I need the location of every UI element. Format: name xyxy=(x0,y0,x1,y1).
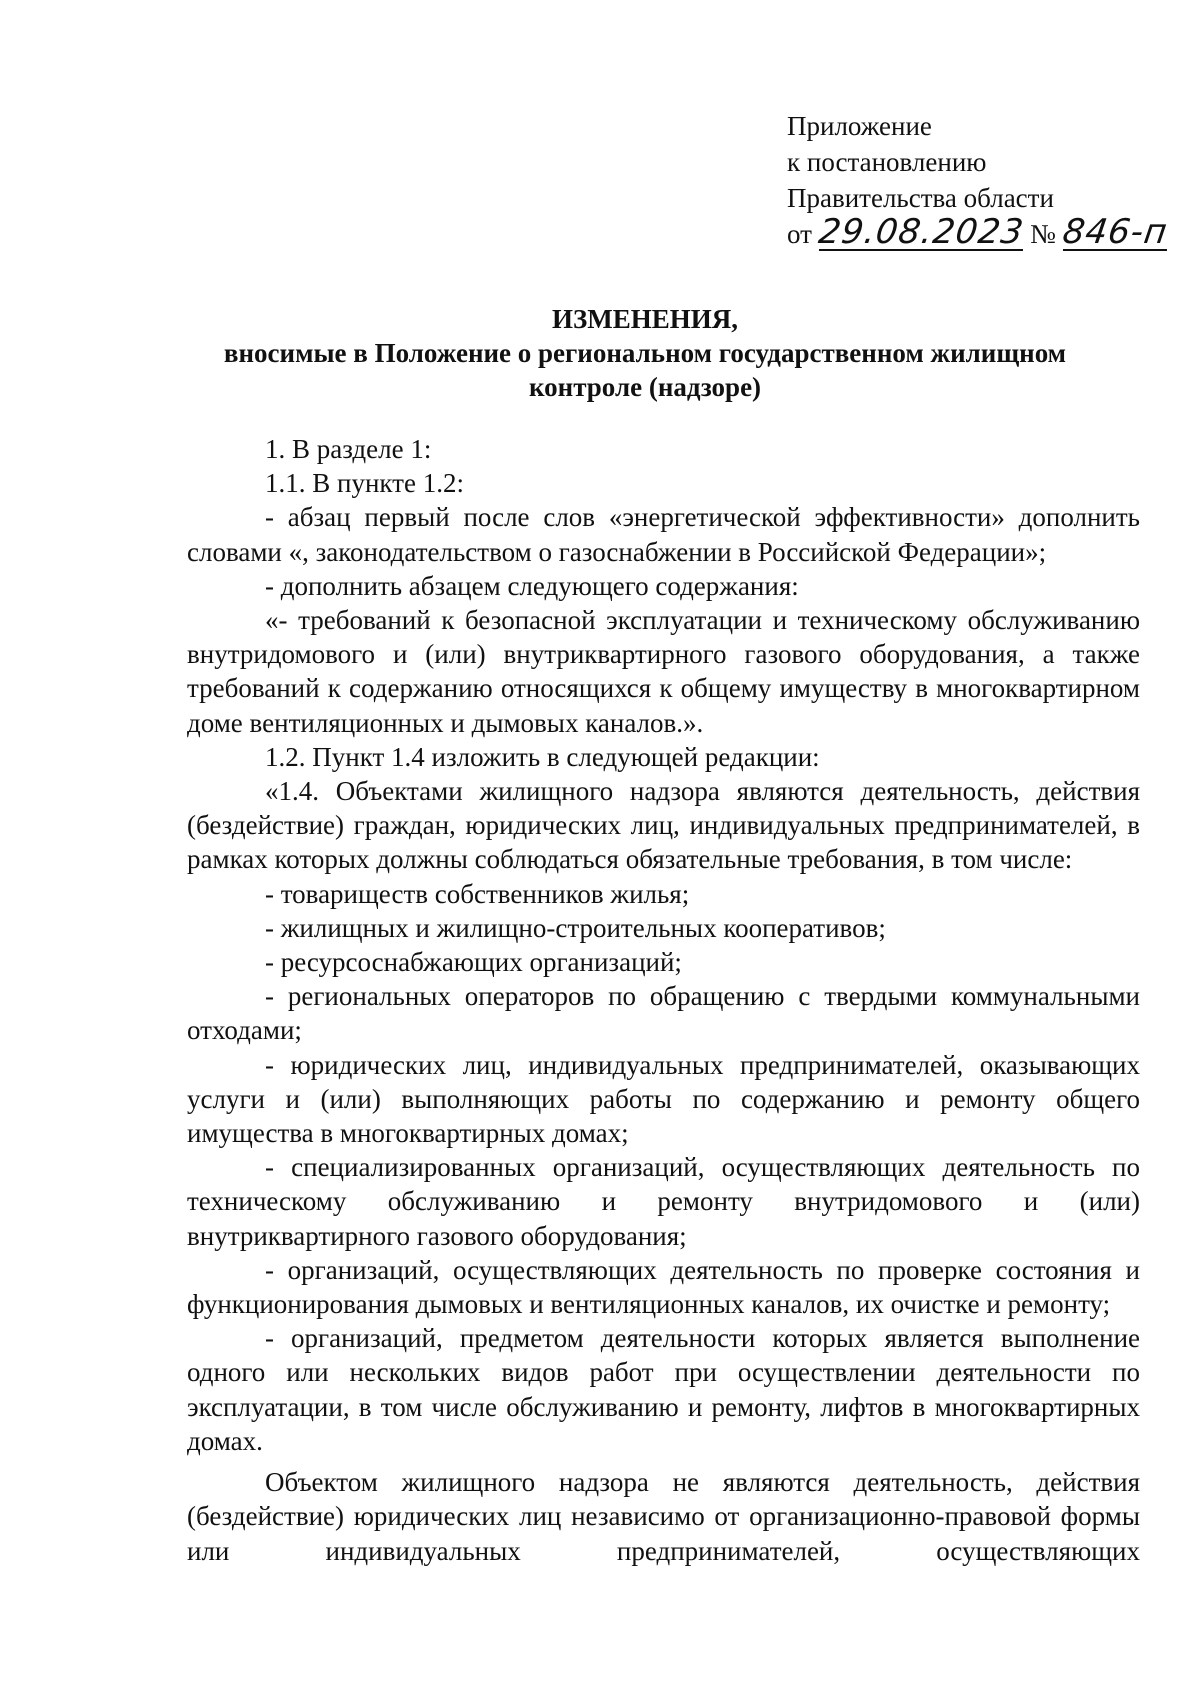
paragraph: - организаций, предметом деятельности которых является выполнение одного или нескольких видов работ при осуществлении деятельности по эксплуатации, в том числе обслуживанию и ремонту, лифтов в многоквартирных домах. xyxy=(187,1323,1140,1456)
appendix-line-1: Приложение xyxy=(787,111,932,141)
paragraph: - специализированных организаций, осуществляющих деятельность по техническому обслуживанию и ремонту внутридомового и (или) внутриквартирного газового оборудования; xyxy=(187,1152,1140,1251)
handwritten-number: 846-п xyxy=(1059,212,1170,252)
paragraph: «- требований к безопасной эксплуатации и техническому обслуживанию внутридомового и (или) внутриквартирного газового оборудования, а также требований к содержанию относящихся к общему имуществу в многоквартирном доме вентиляционных и дымовых каналов.». xyxy=(187,605,1140,738)
paragraph: - жилищных и жилищно-строительных кооперативов; xyxy=(265,912,886,943)
appendix-line-2: к постановлению xyxy=(787,147,987,177)
title-line-1: ИЗМЕНЕНИЯ, xyxy=(551,304,738,334)
paragraph: - дополнить абзацем следующего содержания: xyxy=(265,570,799,601)
paragraph: «1.4. Объектами жилищного надзора являются деятельность, действия (бездействие) граждан, юридических лиц, индивидуальных предпринимателей, в рамках которых должны соблюдаться обязательные требования, в том числе: xyxy=(187,776,1140,875)
paragraph: - абзац первый после слов «энергетической эффективности» дополнить словами «, законодательством о газоснабжении в Российской Федерации»; xyxy=(187,502,1140,567)
paragraph: 1.2. Пункт 1.4 изложить в следующей редакции: xyxy=(265,741,820,772)
document-body xyxy=(187,432,1140,1568)
number-sign: № xyxy=(1030,219,1056,249)
number-underline xyxy=(1059,212,1170,252)
appendix-date-line xyxy=(787,212,1170,252)
appendix-block xyxy=(787,108,1170,252)
date-underline xyxy=(815,212,1027,252)
title-line-3: контроле (надзоре) xyxy=(528,372,762,402)
document-title xyxy=(150,302,1140,404)
paragraph: 1.1. В пункте 1.2: xyxy=(265,468,464,499)
date-prefix: от xyxy=(787,219,812,249)
paragraph: Объектом жилищного надзора не являются деятельность, действия (бездействие) юридических лиц независимо от организационно-правовой формы или индивидуальных предпринимателей, осуществляющих xyxy=(187,1467,1140,1566)
handwritten-date: 29.08.2023 xyxy=(815,212,1027,252)
title-line-2: вносимые в Положение о региональном государственном жилищном xyxy=(223,338,1067,368)
paragraph: - региональных операторов по обращению с твердыми коммунальными отходами; xyxy=(187,981,1140,1046)
paragraph: - юридических лиц, индивидуальных предпринимателей, оказывающих услуги и (или) выполняющих работы по содержанию и ремонту общего имущества в многоквартирных домах; xyxy=(187,1049,1140,1149)
paragraph: - организаций, осуществляющих деятельность по проверке состояния и функционирования дымовых и вентиляционных каналов, их очистке и ремонту; xyxy=(187,1254,1140,1320)
appendix-line-3: Правительства области xyxy=(787,183,1054,213)
paragraph: - ресурсоснабжающих организаций; xyxy=(265,947,682,978)
paragraph: - товариществ собственников жилья; xyxy=(265,878,690,909)
paragraph: 1. В разделе 1: xyxy=(265,434,432,464)
